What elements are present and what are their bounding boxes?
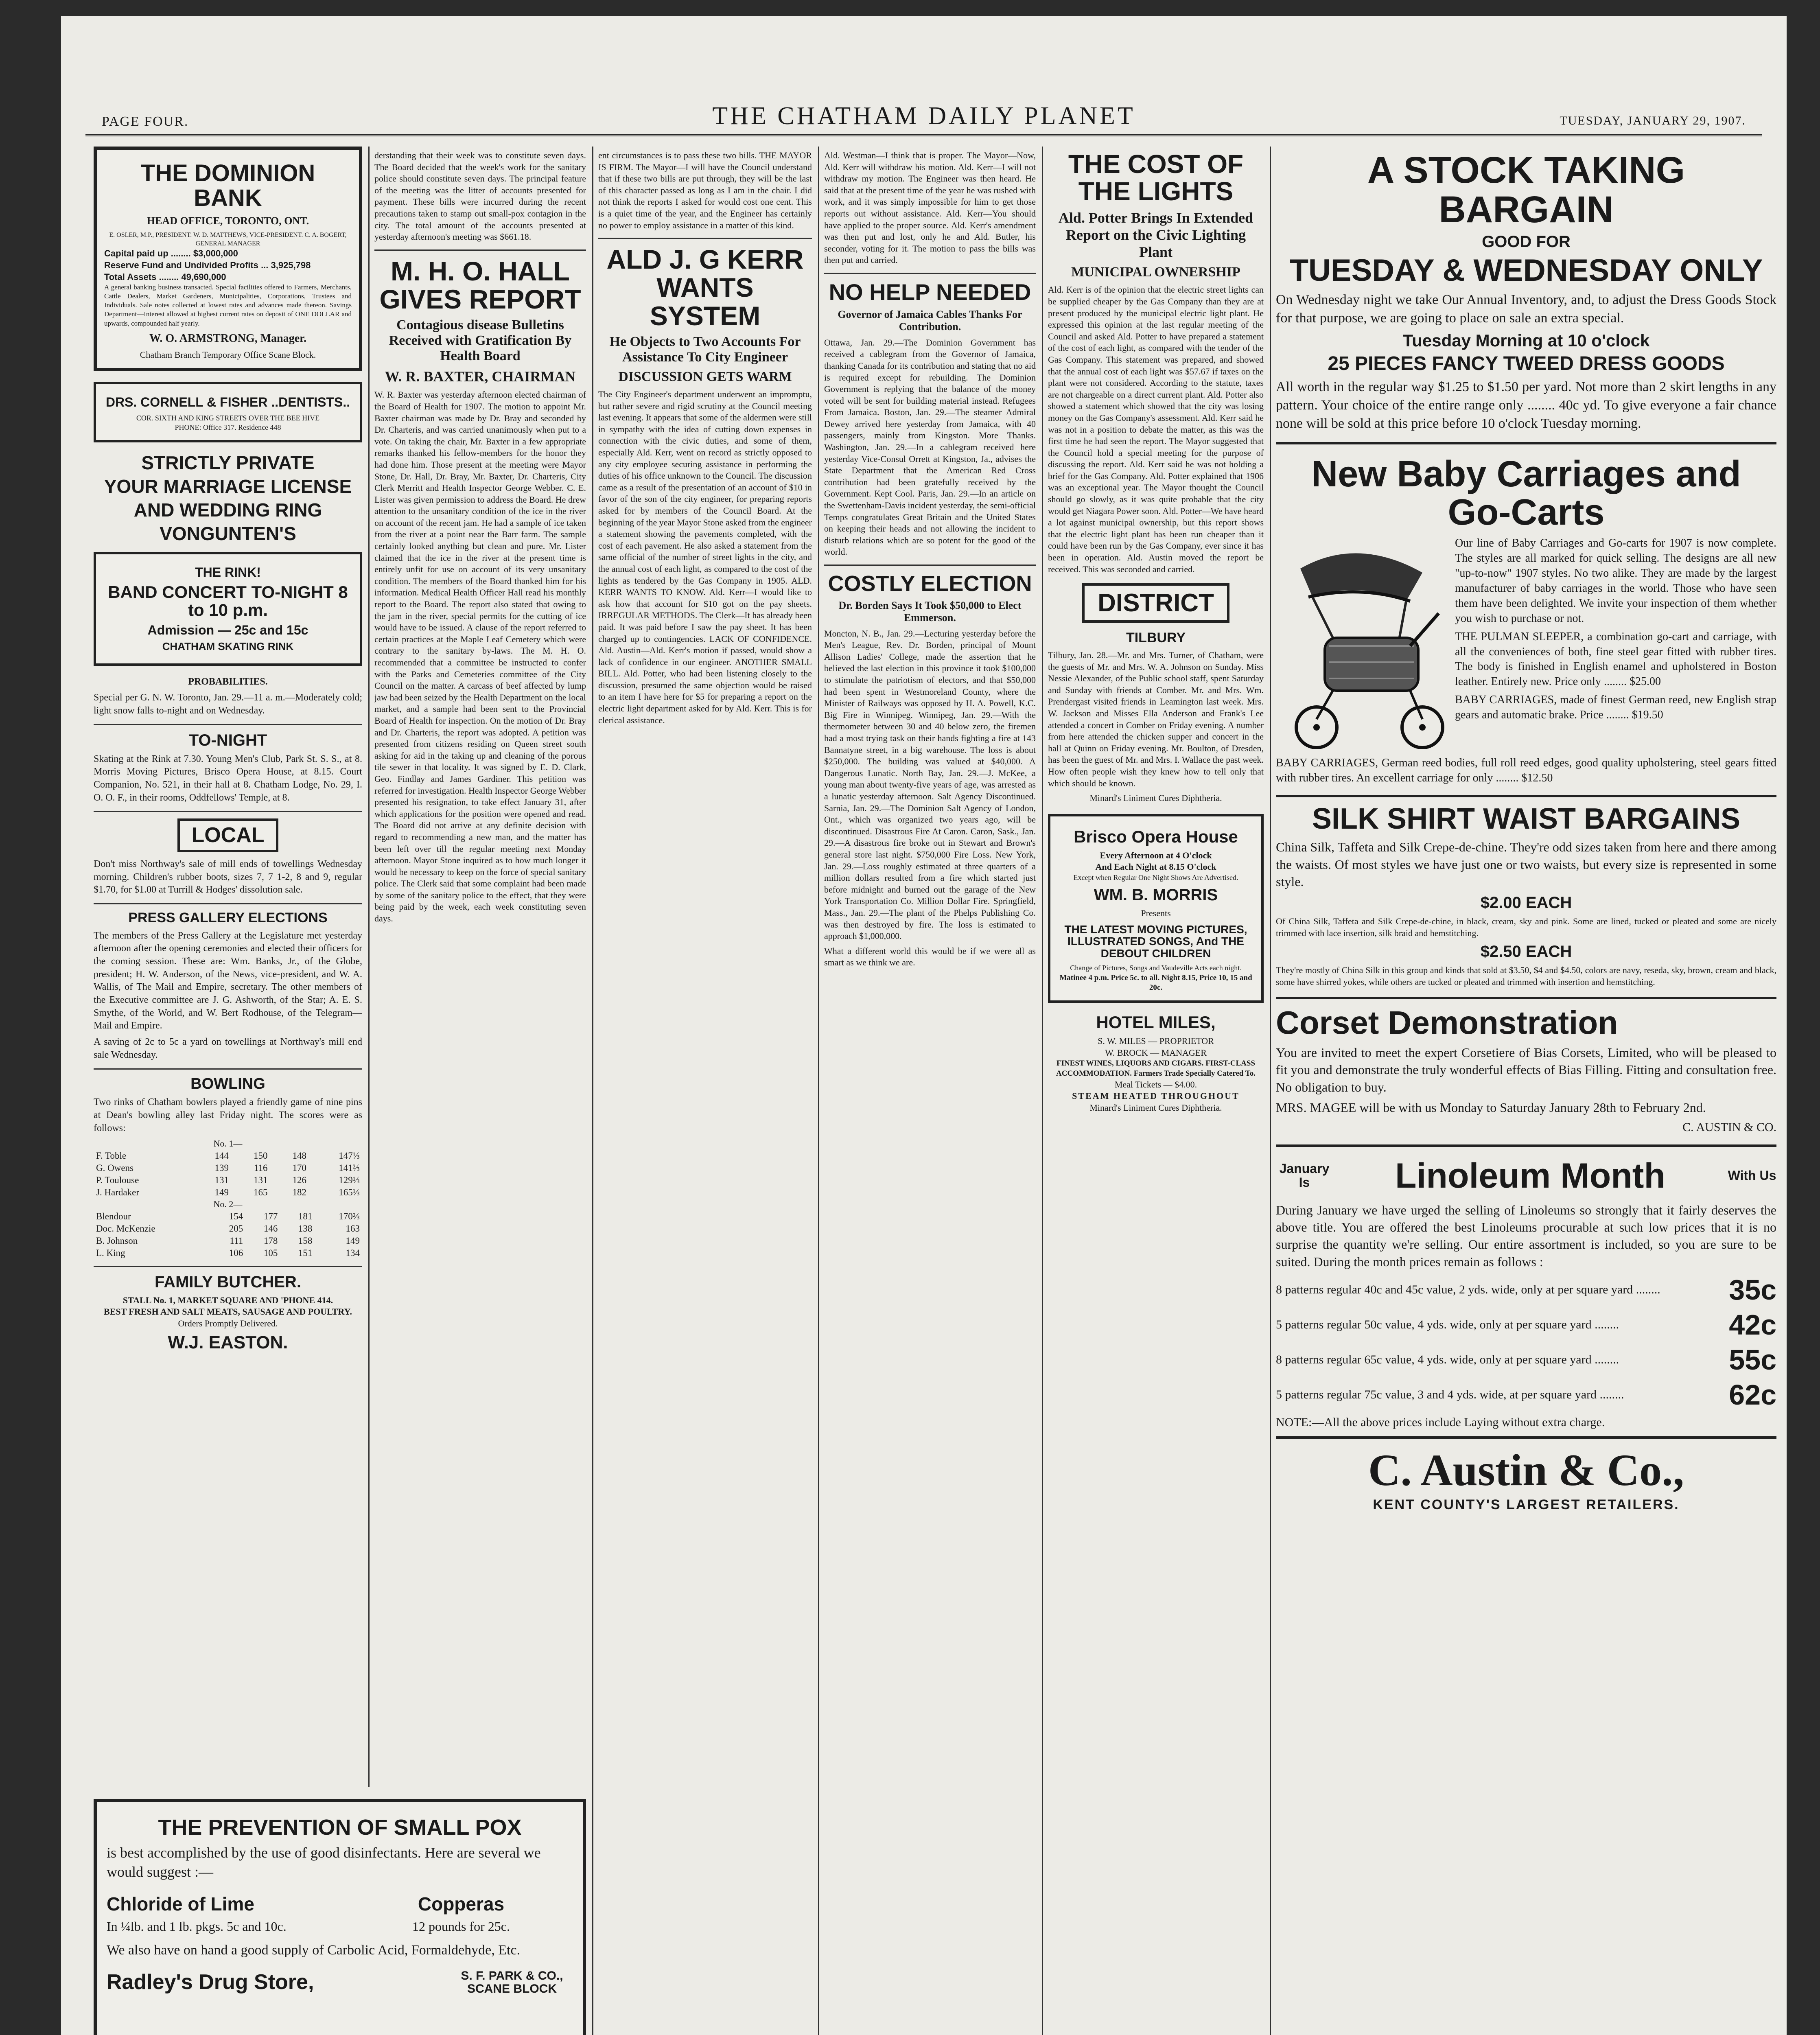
lino-with-us: With Us [1728, 1168, 1776, 1183]
bank-title: THE DOMINION BANK [140, 160, 315, 211]
bowling-score: 134 [346, 1247, 360, 1258]
linoleum-pattern-desc: 8 patterns regular 65c value, 4 yds. wide, only at per square yard ........ [1276, 1352, 1619, 1366]
linoleum-text: During January we have urged the selling of Linoleums so strongly that it fairly deserves the above title. You are offered the best Linoleums procurable at such low prices that it is no surprise the quantity we're selling. Our entire assortment is included, so you are sure to be suited. During the month prices remain as follows : [1276, 1203, 1776, 1269]
hall-report-headline: M. H. O. HALL GIVES REPORT [379, 256, 581, 315]
linoleum-price-list [1276, 1274, 1776, 1411]
newspaper-page [61, 16, 1787, 2035]
silk-price-2: $2.50 EACH [1480, 943, 1572, 961]
dominion-bank-ad [94, 147, 362, 371]
newspaper-title: THE CHATHAM DAILY PLANET [712, 102, 1135, 130]
butcher-orders: Orders Promptly Delivered. [178, 1318, 278, 1328]
bowling-score: 158 [298, 1235, 313, 1246]
hotel-line-1: S. W. MILES — PROPRIETOR [1098, 1036, 1214, 1046]
linoleum-pattern-desc: 5 patterns regular 75c value, 3 and 4 yds. wide, at per square yard ........ [1276, 1387, 1624, 1401]
bowling-score: 182 [292, 1187, 306, 1197]
baby-carriages-text: Our line of Baby Carriages and Go-carts for 1907 is now complete. The styles are all marked for quick selling. The designs are all new "up-to-now" 1907 styles. No two alike. They are made by the largest manufacturer of baby carriages in the world. Those who have seen them have been delighted. We invite your inspection of them whether you wish to purchase or not. [1455, 536, 1776, 625]
linoleum-note: NOTE:—All the above prices include Laying without extra charge. [1276, 1415, 1605, 1429]
bowler-name: L. King [96, 1247, 125, 1258]
bowling-score: 170⅔ [339, 1211, 360, 1221]
rink-concert: BAND CONCERT TO-NIGHT 8 to 10 p.m. [108, 582, 348, 620]
bank-manager: W. O. ARMSTRONG, Manager. [149, 332, 307, 345]
column-2 [374, 147, 586, 1787]
bowling-row [94, 1150, 362, 1162]
corset-text-2: MRS. MAGEE will be with us Monday to Saturday January 28th to February 2nd. [1276, 1100, 1706, 1115]
bowling-score: 165 [253, 1187, 268, 1197]
bank-text: A general banking business transacted. Special facilities offered to Farmers, Merchants, Cattle Dealers, Market Gardeners, Municipalities, Corporations, Trustees and Individuals. Sale notes collected at lowest rates and advances made thereon. Savings Department—Interest allowed at highest current rates on deposit of ONE DOLLAR and upwards, compounded half yearly. [104, 283, 352, 327]
hall-report-text: W. R. Baxter was yesterday afternoon elected chairman of the Board of Health for 1907. The motion to appoint Mr. Baxter chairman was made by Dr. Bray and seconded by Dr. Charteris, and was carried unanimously when put to a vote. On taking the chair, Mr. Baxter in a few appropriate remarks thanked his fellow-members for the honor they had done him. Those present at the meeting were Mayor Stone, Dr. Hall, Dr. Bray, Mr. Baxter, Dr. Charteris, City Clerk Merritt and Health Inspector George Webber. C. E. Lister was given permission to address the Board. He drew attention to the unsanitary condition of the ice in the river on account of the recent jam. He had a sample of ice taken from the river at a point near the Barr farm. The sample certainly looked anything but clean and pure. Mr. Lister claimed that the ice in the river at the present time is entirely unfit for use on account of its very unsanitary condition. The members of the Board thanked him for his information. Medical Health Officer Hall read his monthly report to the Board. The report also stated that owing to the jam in the river, special permits for the cutting of ice would have to be issued. A clause of the report referred to certain practices at the Maple Leaf Cemetery which were contrary to the sanitary by-laws. The M. H. O. recommended that a committee be instructed to confer with the Parks and Cemeteries committee of the City Council on the matter. A carcass of beef affected by lump jaw had been seized by the Health Department on the local market, and a sample had been sent to the Provincial Board of Health for inspection. On the motion of Dr. Bray and Dr. Charteris, the report was adopted. A petition was presented from citizens residing on Queen street south asking for aid in the taking up and cleaning of the porous tile sewer in that locality. It was signed by E. D. Clark, Geo. Findlay and James Gardiner. This petition was referred for investigation. Health Inspector George Webber presented his resignation, to take effect January 31, after which applications for the position were opened and read. The Board did not arrive at any definite decision with regard to recommending a new man, and the matter has been left over till the regular meeting next Monday afternoon. Mayor Stone inquired as to how much longer it would be necessary to keep on the force of special sanitary police. The Clerk said that some complaint had been made by some of the sanitary police to the effect, that they were being paid by the week, each week constituting seven days. [374, 389, 586, 924]
silk-waist-text: China Silk, Taffeta and Silk Crepe-de-chine. They're odd sizes taken from here and there among the waists. Of most styles we have just one or two waists, but every size is represented in some style. [1276, 840, 1776, 889]
baby-carriages-ad [1276, 451, 1776, 797]
bank-reserve: Reserve Fund and Undivided Profits ... 3,925,798 [104, 260, 311, 270]
probabilities-text: Special per G. N. W. Toronto, Jan. 29.—11 a. m.—Moderately cold; light snow falls to-night and on Wednesday. [94, 692, 362, 716]
col2-continuation: derstanding that their week was to constitute seven days. The Board decided that the week's work for the sanitary police should constitute seven days. The principal feature of the meeting was the litter of accounts presented for payment. These bills were incurred during the recent precautions taken to stamp out small-pox contagion in the city. The total amount of the accounts presented at yesterday afternoon's meeting was $661.18. [374, 150, 586, 242]
hotel-line-3: FINEST WINES, LIQUORS AND CIGARS. FIRST-CLASS ACCOMMODATION. Farmers Trade Specially Catered To. [1056, 1059, 1256, 1078]
local-heading-box [177, 818, 278, 852]
bowling-score: 148 [292, 1151, 306, 1161]
brisco-title: Brisco Opera House [1074, 827, 1238, 846]
linoleum-price: 55c [1729, 1344, 1776, 1376]
rink-ad [94, 552, 362, 666]
corset-signature: C. AUSTIN & CO. [1682, 1120, 1776, 1134]
silk-price-1: $2.00 EACH [1480, 894, 1572, 912]
local-text: Don't miss Northway's sale of mill ends of towellings Wednesday morning. Children's rubber boots, sizes 7, 7 1-2, 8 and 9, regular $1.70, for $1.00 at Turrill & Hodges' dissolution sale. [94, 859, 362, 895]
stock-taking-ad [1276, 151, 1776, 444]
bowling-score: 141⅔ [339, 1163, 360, 1173]
bowling-score: 178 [263, 1235, 278, 1246]
hall-report-deck-2: W. R. BAXTER, CHAIRMAN [385, 368, 576, 385]
column-5 [1048, 147, 1264, 2035]
austin-tagline: KENT COUNTY'S LARGEST RETAILERS. [1373, 1497, 1680, 1513]
bowling-score: 154 [229, 1211, 243, 1221]
bowling-score: 151 [298, 1247, 313, 1258]
tonight-heading: TO-NIGHT [188, 731, 267, 749]
bowling-score: 170 [292, 1163, 306, 1173]
corset-title: Corset Demonstration [1276, 1004, 1618, 1041]
bowling-score: 177 [263, 1211, 278, 1221]
page-number: PAGE FOUR. [102, 114, 189, 129]
butcher-best: BEST FRESH AND SALT MEATS, SAUSAGE AND POULTRY. [104, 1306, 352, 1317]
column-3 [598, 147, 812, 2035]
butcher-stall: STALL No. 1, MARKET SQUARE AND 'PHONE 414. [122, 1295, 333, 1305]
stock-days: TUESDAY & WEDNESDAY ONLY [1289, 253, 1763, 288]
bowling-score: 138 [298, 1223, 313, 1234]
license-line-1: STRICTLY PRIVATE [141, 452, 315, 473]
butcher-heading: FAMILY BUTCHER. [154, 1273, 302, 1291]
linoleum-price: 35c [1729, 1274, 1776, 1306]
kerr-text: The City Engineer's department underwent an impromptu, but rather severe and rigid scrutiny at the Council meeting last evening. It appears that some of the aldermen were still in sympathy with the idea of cutting down expenses in connection with the civic duties, and some of them, especially Ald. Kerr, went on record as strictly opposed to any city employee securing assistance in performing the duties of his office unknown to the Council. The discussion came as a result of the presentation of an account of $10 in favor of the son of the city engineer, for preparing reports asked for by members of the Council Board. At the beginning of the year Mayor Stone asked from the engineer a statement showing the pavements completed, with the cost of each pavement. He also asked a statement from the same official of the number of street lights in the city, and the annual cost of each light, as compared to the cost of the lights as tendered by the Gas Company in 1905. ALD. KERR WANTS TO KNOW. Ald. Kerr—I would like to ask how that account for $10 got on the pay sheets. IRREGULAR METHODS. The Clerk—It has already been paid. It was paid before I saw the pay sheet. It has been charged up to contingencies. LACK OF CONFIDENCE. Ald. Austin—Ald. Kerr's motion if passed, would show a lack of confidence in our engineer. ANOTHER SMALL BILL. Ald. Potter, who had been listening closely to the discussion, presumed the same objection would be raised to an item I have here for $5 for preparing a report on the electric light department asked for by Ald. Kerr. This is for clerical assistance. [598, 389, 812, 725]
smallpox-title: THE PREVENTION OF SMALL POX [158, 1815, 522, 1840]
silk-price-2-text: They're mostly of China Silk in this group and kinds that sold at $3.50, $4 and $4.50, colors are navy, reseda, sky, brown, cream and black, some have shirred yokes, while others are tucked or pleated and trimmed with insertion and hemstitching. [1276, 965, 1776, 987]
silk-waist-ad [1276, 804, 1776, 999]
license-line-2: YOUR MARRIAGE LICENSE [104, 475, 352, 497]
district-heading-box [1082, 583, 1229, 623]
linoleum-price-row [1276, 1379, 1776, 1411]
costly-election-headline: COSTLY ELECTION [828, 571, 1032, 596]
col4-end-note: What a different world this would be if we were all as smart as we think we are. [824, 945, 1036, 968]
dentists-title: DRS. CORNELL & FISHER ..DENTISTS.. [105, 395, 350, 410]
rink-title: THE RINK! [195, 565, 261, 580]
rink-name: CHATHAM SKATING RINK [162, 640, 294, 653]
bowling-score: 106 [229, 1247, 243, 1258]
bank-assets: Total Assets ........ 49,690,000 [104, 271, 226, 282]
bowling-heading: BOWLING [190, 1075, 265, 1092]
bowling-score: 147⅓ [339, 1151, 360, 1161]
brisco-opera-house-ad [1048, 814, 1264, 1003]
baby-carriage-illustration [1276, 540, 1447, 752]
bank-officers: E. OSLER, M.P., PRESIDENT. W. D. MATTHEWS, VICE-PRESIDENT. C. A. BOGERT, GENERAL MANAGER [109, 231, 347, 247]
bowling-score: 131 [214, 1175, 229, 1185]
bowler-name: Blendour [96, 1211, 131, 1221]
stock-pieces: 25 PIECES FANCY TWEED DRESS GOODS [1328, 352, 1725, 374]
corset-ad [1276, 1006, 1776, 1147]
stock-morning: Tuesday Morning at 10 o'clock [1402, 330, 1650, 350]
tilbury-heading: TILBURY [1126, 630, 1186, 646]
bowling-score: 165⅓ [339, 1187, 360, 1197]
column-1 [94, 147, 362, 1795]
silk-price-1-text: Of China Silk, Taffeta and Silk Crepe-de-chine, in black, cream, sky and pink. Some are lined, tucked or pleated and some are nicely trimmed with lace insertion, silk braid and hemstitching. [1276, 916, 1776, 939]
towelling-note: A saving of 2c to 5c a yard on towellings at Northway's mill end sale Wednesday. [94, 1037, 362, 1060]
bowling-row [94, 1247, 362, 1259]
austin-ads-column [1276, 147, 1776, 2035]
linoleum-price-row [1276, 1274, 1776, 1306]
brisco-presenter: WM. B. MORRIS [1094, 886, 1218, 904]
linoleum-title: Linoleum Month [1395, 1156, 1665, 1195]
bowling-table-1 [94, 1150, 362, 1199]
hall-report-deck: Contagious disease Bulletins Received with Gratification By Health Board [389, 317, 572, 364]
bowling-score: 126 [292, 1175, 306, 1185]
issue-date: TUESDAY, JANUARY 29, 1907. [1560, 114, 1746, 127]
baby-carriages-3: BABY CARRIAGES, German reed bodies, full roll reed edges, good quality upholstering, steel gears fitted with rubber tires. An excellent carriage for only ........ $12.50 [1276, 756, 1776, 784]
linoleum-price: 42c [1729, 1309, 1776, 1341]
hotel-line-2: W. BROCK — MANAGER [1105, 1047, 1207, 1058]
minards-note: Minard's Liniment Cures Diphtheria. [1089, 793, 1222, 803]
hotel-miles-title: HOTEL MILES, [1096, 1012, 1216, 1032]
license-line-4: VONGUNTEN'S [160, 523, 296, 545]
bowling-table-2 [94, 1210, 362, 1259]
butcher-name: W.J. EASTON. [168, 1333, 288, 1353]
no-help-headline: NO HELP NEEDED [829, 279, 1031, 305]
brisco-line-3: Except when Regular One Night Shows Are Advertised. [1073, 873, 1238, 882]
license-ad [94, 453, 362, 544]
press-gallery-heading: PRESS GALLERY ELECTIONS [128, 910, 328, 926]
bowling-score: 144 [214, 1151, 229, 1161]
linoleum-ad [1276, 1153, 1776, 1431]
bowling-team-1: No. 1— [213, 1138, 243, 1149]
stock-text: On Wednesday night we take Our Annual Inventory, and, to adjust the Dress Goods Stock for that purpose, we are going to place on sale an extra special. [1276, 292, 1776, 326]
bowling-row [94, 1223, 362, 1235]
brisco-line-4: THE LATEST MOVING PICTURES, ILLUSTRATED SONGS, And THE DEBOUT CHILDREN [1064, 923, 1247, 960]
linoleum-price-row [1276, 1344, 1776, 1376]
no-help-deck: Governor of Jamaica Cables Thanks For Contribution. [838, 308, 1022, 333]
dentists-ad [94, 382, 362, 442]
copperas-heading: Copperas [418, 1893, 505, 1915]
costly-election-deck: Dr. Borden Says It Took $50,000 to Elect Emmerson. [838, 599, 1022, 624]
column-4 [824, 147, 1036, 2035]
no-help-text: Ottawa, Jan. 29.—The Dominion Government has received a cablegram from the Governor of Jamaica, thanking Canada for its contribution and stating that no aid is required except for rebuilding. The Dominion Government is replying that the balance of the money voted will be sent for building material instead. Refugees From Jamaica. Boston, Jan. 29.—The steamer Admiral Dewey arrived here yesterday from Jamaica, with 40 passengers, mainly from Kingston. More Thanks. Washington, Jan. 29.—In a cablegram received here yesterday Vice-Consul Orrett at Kingston, Ja., advises the State Department that the American Red Cross contribution had been gratefully received by the Government. Kept Cool. Paris, Jan. 29.—In an article on the Swettenham-Davis incident yesterday, the semi-official Temps congratulates Great Britain and the United States on keeping their heads and not allowing the incident to disturb relations which are so potent for the good of the world. [824, 337, 1036, 557]
bowling-score: 181 [298, 1211, 313, 1221]
bowler-name: B. Johnson [96, 1235, 138, 1246]
minards-note-2: Minard's Liniment Cures Diphtheria. [1089, 1102, 1222, 1113]
bowling-row [94, 1162, 362, 1174]
drug-store-park: S. F. PARK & CO., SCANE BLOCK [461, 1969, 563, 1996]
stock-text-2: All worth in the regular way $1.25 to $1.50 per yard. Not more than 2 skirt lengths in any pattern. Your choice of the entire range only ........ 40c yd. To give everyone a fair chance none will be sold at this price before 10 o'clock Tuesday morning. [1276, 379, 1776, 431]
bowling-score: 131 [253, 1175, 268, 1185]
silk-waist-title: SILK SHIRT WAIST BARGAINS [1312, 802, 1740, 835]
stock-good-for: GOOD FOR [1482, 233, 1571, 251]
bowling-score: 129⅓ [339, 1175, 360, 1185]
dentists-phone: PHONE: Office 317. Residence 448 [175, 423, 281, 432]
bowling-team-2: No. 2— [213, 1199, 243, 1209]
bank-capital: Capital paid up ........ $3,000,000 [104, 248, 238, 259]
bowling-score: 205 [229, 1223, 243, 1234]
bowler-name: Doc. McKenzie [96, 1223, 155, 1234]
kerr-headline: ALD J. G KERR WANTS SYSTEM [606, 244, 804, 331]
probabilities-heading: PROBABILITIES. [188, 676, 268, 687]
carbolic-text: We also have on hand a good supply of Carbolic Acid, Formaldehyde, Etc. [107, 1943, 521, 1958]
tonight-text: Skating at the Rink at 7.30. Young Men's Club, Park St. S. S., at 8. Morris Moving Pictures, Brisco Opera House, at 8.15. Court Companion, No. 521, in their hall at 8. Chatham Lodge, No. 29, I. O. O. F., in their rooms, Oddfellows' Temple, at 8. [94, 753, 362, 803]
linoleum-pattern-desc: 5 patterns regular 50c value, 4 yds. wide, only at per square yard ........ [1276, 1317, 1619, 1331]
smallpox-intro: is best accomplished by the use of good disinfectants. Here are several we would suggest :— [107, 1844, 541, 1880]
bowling-row [94, 1174, 362, 1186]
bowling-score: 116 [254, 1163, 268, 1173]
linoleum-pattern-desc: 8 patterns regular 40c and 45c value, 2 yds. wide, only at per square yard ........ [1276, 1282, 1660, 1296]
col3-continuation: ent circumstances is to pass these two bills. THE MAYOR IS FIRM. The Mayor—I will have the Council understand that if these two bills are put through, they will be the last of this character passed as long as I am in the chair. I did not think the reports I asked for would cost one cent. This is a quiet time of the year, and the Engineer has certainly no power to employ assistance in a matter of this kind. [598, 150, 812, 230]
dentists-address: COR. SIXTH AND KING STREETS OVER THE BEE HIVE [136, 414, 320, 422]
cost-of-lights-headline: THE COST OF THE LIGHTS [1068, 149, 1244, 206]
district-heading: DISTRICT [1098, 589, 1214, 617]
col4-text: Ald. Westman—I think that is proper. The Mayor—Now, Ald. Kerr will withdraw his motion. Ald. Kerr—I will not withdraw my motion. The Engineer was then heard. He said that at the present time of the year he was rushed with work, and it was simply impossible for him to get those reports out without assistance. Ald. Kerr—You should have applied to the proper source. Ald. Kerr's amendment was then put and lost, only he and Ald. Butler, his seconder, voting for it. The motion to pass the bills was then put and carried. [824, 150, 1036, 265]
brisco-presents: Presents [1141, 908, 1171, 919]
lino-january: January Is [1279, 1161, 1330, 1190]
bowler-name: F. Toble [96, 1151, 127, 1161]
bank-office: HEAD OFFICE, TORONTO, ONT. [147, 214, 309, 227]
license-line-3: AND WEDDING RING [133, 499, 322, 521]
linoleum-price-row [1276, 1309, 1776, 1341]
bowling-score: 149 [214, 1187, 229, 1197]
bowling-row [94, 1186, 362, 1199]
bowling-text: Two rinks of Chatham bowlers played a friendly game of nine pins at Dean's bowling alley last Friday night. The scores were as follows: [94, 1097, 362, 1133]
press-gallery-text: The members of the Press Gallery at the Legislature met yesterday afternoon after the opening ceremonies and elected their officers for the coming session. These are: Wm. Banks, Jr., of the Globe, president; H. W. Anderson, of the News, vice-president, and W. A. Wallis, of The Mail and Empire, secretary. The other members of the Executive committee are J. G. Ashworth, of the Star; A. E. S. Smythe, of the World, and W. Bert Rodhouse, of the Telegram—Mail and Empire. [94, 930, 362, 1031]
lime-desc: In ¼lb. and 1 lb. pkgs. 5c and 10c. [107, 1919, 287, 1934]
bowling-score: 163 [346, 1223, 360, 1234]
pulman-sleeper-text: THE PULMAN SLEEPER, a combination go-cart and carriage, with all the conveniences of both, fine steel gear fitted with rubber tires. The body is finished in English enamel and upholstered in Boston leather. Entirely new. Price only ........ $25.00 [1455, 630, 1776, 688]
rink-admission: Admission — 25c and 15c [147, 622, 308, 637]
kerr-deck: He Objects to Two Accounts For Assistance To City Engineer [609, 334, 801, 365]
smallpox-ad [94, 1799, 586, 2035]
tilbury-text: Tilbury, Jan. 28.—Mr. and Mrs. Turner, of Chatham, were the guests of Mr. and Mrs. W. A. Johnson on Sunday. Miss Nessie Alexander, of the Public school staff, spent Saturday and Sunday with friends at Comber. Mr. and Mrs. Wm. Prendergast visited friends in Leamington last week. Mrs. W. Jackson and Misses Ella Anderson and Frank's Lee attended a concert in Comber on Friday evening. A number from here attended the chicken supper and concert in the hall at Quinn on Friday evening. Mr. Boulton, of Dresden, has been the guest of Mr. and Mrs. I. Wallace the past week. How often people wish they knew how to tell only that which should be known. [1048, 650, 1264, 788]
brisco-line-6: Matinee 4 p.m. Price 5c. to all. Night 8.15, Price 10, 15 and 20c. [1059, 973, 1252, 992]
kerr-deck-2: DISCUSSION GETS WARM [618, 369, 792, 385]
masthead [85, 90, 1762, 136]
hotel-line-5: STEAM HEATED THROUGHOUT [1072, 1091, 1240, 1101]
baby-carriages-title: New Baby Carriages and Go-Carts [1311, 453, 1741, 533]
cost-of-lights-deck-2: MUNICIPAL OWNERSHIP [1071, 265, 1240, 280]
bank-branch: Chatham Branch Temporary Office Scane Block. [140, 349, 316, 360]
costly-election-text: Moncton, N. B., Jan. 29.—Lecturing yesterday before the Men's League, Rev. Dr. Borden, principal of Mount Allison Ladies' College, made the assertion that he believed the last election in this province it took $100,000 to stimulate the patriotism of electors, and that $50,000 had been spent in Westmoreland County, where the Minister of Railways was opposed by H. A. Powell, K.C. Big Fire in Winnipeg. Winnipeg, Jan. 29.—With the thermometer between 30 and 40 below zero, the firemen had a most trying task on their hands fighting a fire at 143 Bannatyne street, in a big warehouse. The loss is about $250,000. The building was valued at $40,000. A Dangerous Lunatic. North Bay, Jan. 29.—J. McKee, a young man about twenty-five years of age, was arrested as a lunatic yesterday afternoon. Salt Agency Discontinued. Sarnia, Jan. 29.—The Dominion Salt Agency of London, Ont., which was organized two years ago, will be discontinued. Disastrous Fire At Caron. Caron, Sask., Jan. 29.—A disastrous fire broke out in Stewart and Brown's general store last night. $750,000 Fire Loss. New York, Jan. 29.—Loss roughly estimated at three quarters of a million dollars resulted from a fire which started just before midnight and burned out the garage of the New York Transportation Co. Million Dollar Fire. Springfield, Mass., Jan. 29.—The plant of the Phelps Publishing Co. was then destroyed by fire. The loss is estimated to approach $1,000,000. [824, 628, 1036, 941]
bowling-score: 139 [214, 1163, 229, 1173]
bowling-score: 105 [263, 1247, 278, 1258]
bowling-score: 150 [253, 1151, 268, 1161]
corset-text: You are invited to meet the expert Corsetiere of Bias Corsets, Limited, who will be pleased to fit you and demonstrate the truly wonderful effects of Bias Filling. Fitting and consultation free. No obligation to buy. [1276, 1045, 1776, 1094]
austin-footer [1276, 1436, 1776, 1512]
cost-of-lights-deck: Ald. Potter Brings In Extended Report on the Civic Lighting Plant [1058, 210, 1253, 260]
bowling-row [94, 1235, 362, 1247]
bowling-score: 111 [230, 1235, 243, 1246]
copperas-desc: 12 pounds for 25c. [412, 1919, 510, 1934]
brisco-line-5: Change of Pictures, Songs and Vaudeville Acts each night. [1070, 964, 1242, 972]
brisco-line-1: Every Afternoon at 4 O'clock [1100, 850, 1212, 860]
stock-taking-title: A STOCK TAKING BARGAIN [1367, 149, 1685, 230]
baby-carriages-2: BABY CARRIAGES, made of finest German reed, new English strap gears and automatic brake. Price ........ $19.50 [1455, 694, 1776, 722]
linoleum-price: 62c [1729, 1379, 1776, 1411]
lime-heading: Chloride of Lime [107, 1893, 254, 1915]
cost-of-lights-text: Ald. Kerr is of the opinion that the electric street lights can be supplied cheaper by the Gas Company than they are at present produced by the municipal electric light plant. He expressed this opinion at the last regular meeting of the Council and asked Ald. Potter to have prepared a statement of the cost of each light, as compared with the tender of the Gas Company. This statement was prepared, and showed that the annual cost of each light was $57.67 if taxes on the plant were not considered. According to the statute, taxes are not chargeable on a direct current plant. Ald. Potter also showed a statement which showed that the city was losing money on the Gas Company's assessment. Ald. Kerr said he was not in a position to debate the matter, as this was the first time he had seen the report. The Mayor suggested that the Council hold a special meeting for the purpose of discussing the report. Ald. Kerr said he was not holding a brief for the Gas Company. Ald. Potter explained that 1906 was an exceptional year. The Mayor thought the Council should go slowly, as it was quite probable that the city would get Niagara Power soon. Ald. Potter—We have heard a lot against municipal ownership, but this report shows that the electric light plant has been run cheaper than it could have been run by the Gas Company, ever since it has been in operation. Ald. Austin moved the report be received. This was seconded and carried. [1048, 284, 1264, 574]
bowling-row [94, 1210, 362, 1223]
bowler-name: G. Owens [96, 1163, 133, 1173]
drug-store-name: Radley's Drug Store, [107, 1970, 314, 1994]
hotel-line-4: Meal Tickets — $4.00. [1114, 1079, 1197, 1090]
austin-name: C. Austin & Co., [1368, 1445, 1684, 1495]
bowling-score: 149 [346, 1235, 360, 1246]
bowler-name: J. Hardaker [96, 1187, 140, 1197]
bowling-score: 146 [263, 1223, 278, 1234]
local-heading: LOCAL [191, 823, 265, 847]
bowler-name: P. Toulouse [96, 1175, 139, 1185]
brisco-line-2: And Each Night at 8.15 O'clock [1095, 862, 1216, 872]
